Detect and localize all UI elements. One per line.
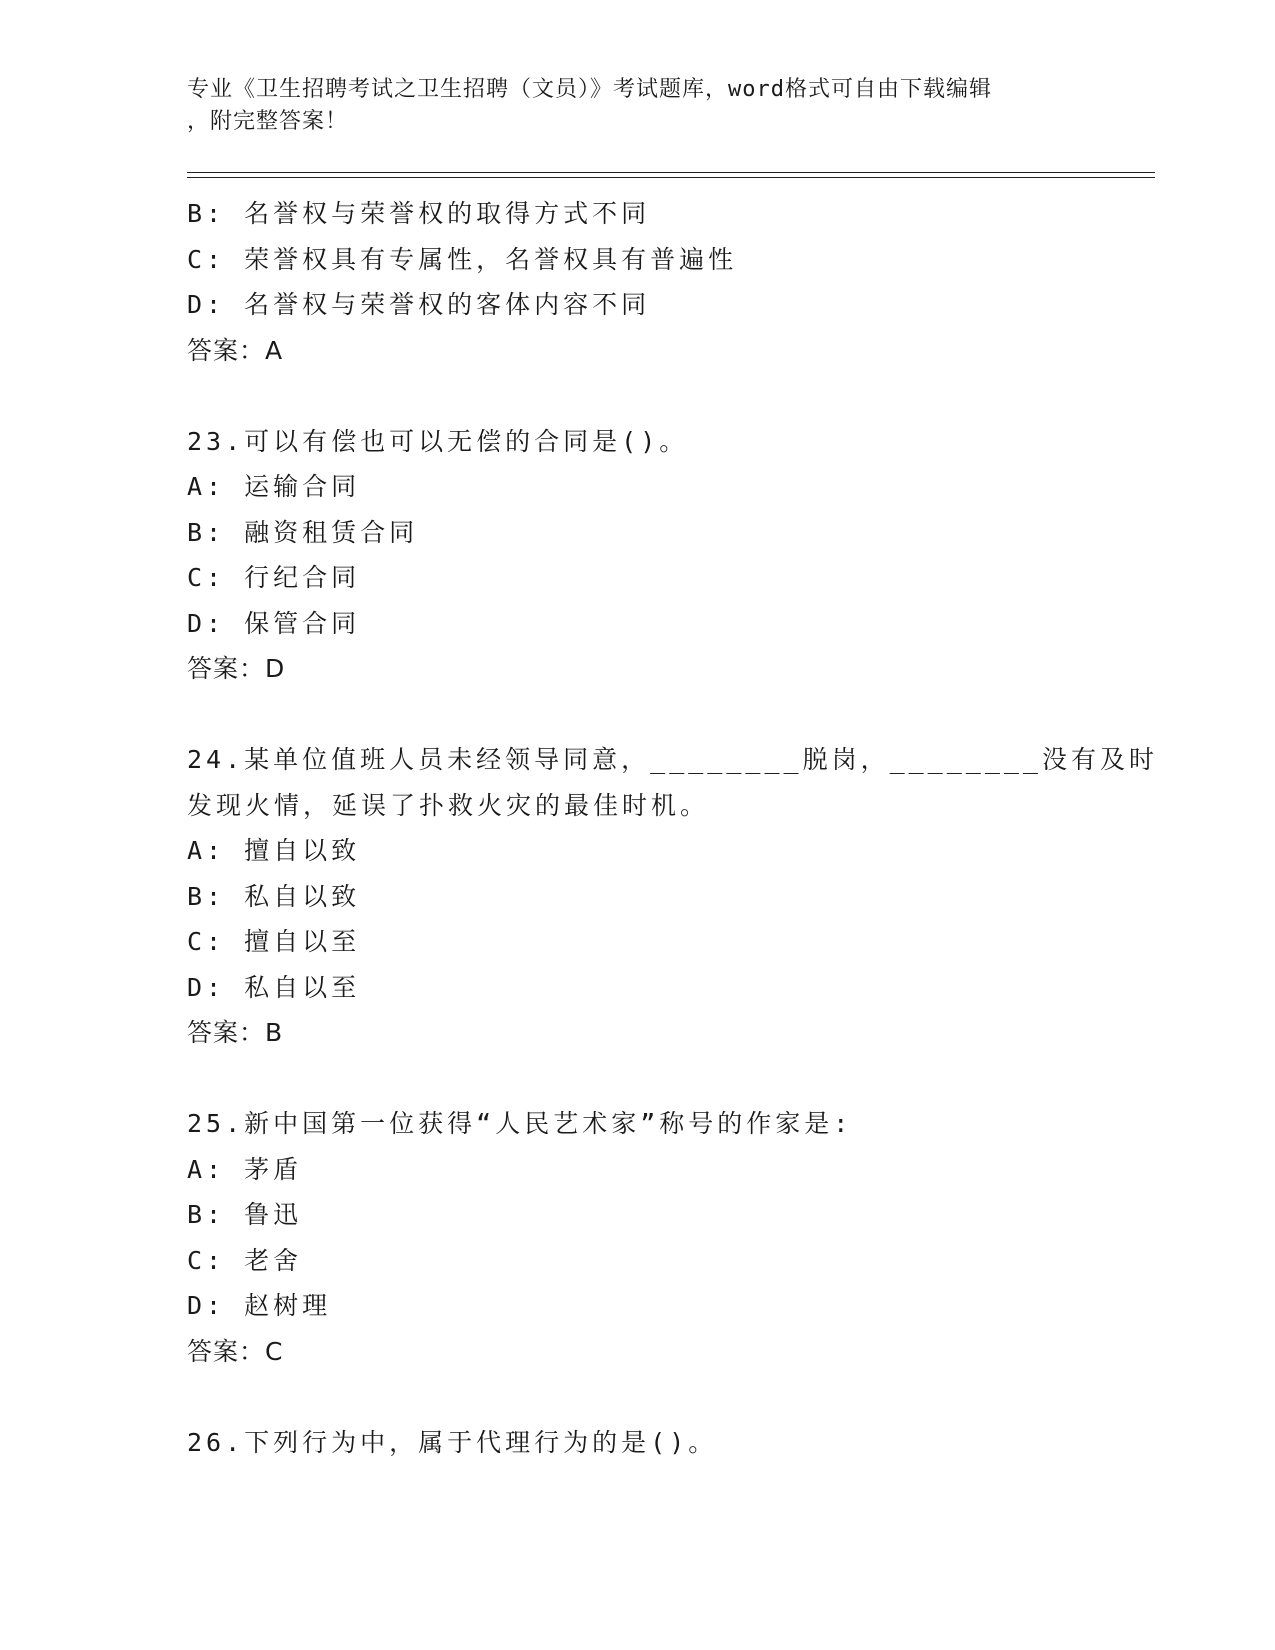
header-title-line-1: 专业《卫生招聘考试之卫生招聘（文员）》考试题库，word格式可自由下载编辑 <box>187 77 992 102</box>
question-text: 25.新中国第一位获得“人民艺术家”称号的作家是: <box>187 1109 853 1138</box>
header-title-line-2: ，附完整答案！ <box>187 109 349 134</box>
question-text: 24.某单位值班人员未经领导同意，________脱岗，________没有及时 <box>187 745 1158 774</box>
option-line: B: 鲁迅 <box>187 1200 303 1229</box>
header-divider-top <box>187 172 1155 173</box>
spacer <box>187 1056 1087 1102</box>
question-text: 23.可以有偿也可以无偿的合同是()。 <box>187 426 689 456</box>
option-line: A: 运输合同 <box>187 472 361 501</box>
option-line: C: 擅自以至 <box>187 927 361 956</box>
answer-line: 答案：B <box>187 1018 284 1047</box>
option-line: A: 茅盾 <box>187 1154 303 1184</box>
question-text: 26.下列行为中，属于代理行为的是()。 <box>187 1427 718 1457</box>
answer-line: 答案：A <box>187 335 284 365</box>
answer-line: 答案：D <box>187 654 286 683</box>
option-line: B: 名誉权与荣誉权的取得方式不同 <box>187 199 651 228</box>
option-line: D: 保管合同 <box>187 608 361 638</box>
option-line: D: 私自以至 <box>187 972 361 1002</box>
option-line: A: 擅自以致 <box>187 836 361 865</box>
option-line: C: 老舍 <box>187 1245 303 1275</box>
question-list <box>187 191 1158 1465</box>
answer-line: 答案：C <box>187 1336 284 1366</box>
option-line: B: 融资租赁合同 <box>187 517 419 547</box>
spacer <box>187 692 1087 738</box>
option-line: C: 荣誉权具有专属性，名誉权具有普遍性 <box>187 244 738 274</box>
option-line: D: 赵树理 <box>187 1291 332 1320</box>
spacer <box>187 1374 1087 1420</box>
document-header <box>187 74 1067 138</box>
option-line: C: 行纪合同 <box>187 563 361 592</box>
option-line: B: 私自以致 <box>187 881 361 911</box>
option-line: D: 名誉权与荣誉权的客体内容不同 <box>187 290 651 319</box>
header-divider-bottom <box>187 177 1155 178</box>
question-text: 发现火情，延误了扑救火灾的最佳时机。 <box>187 790 710 820</box>
spacer <box>187 373 1087 419</box>
